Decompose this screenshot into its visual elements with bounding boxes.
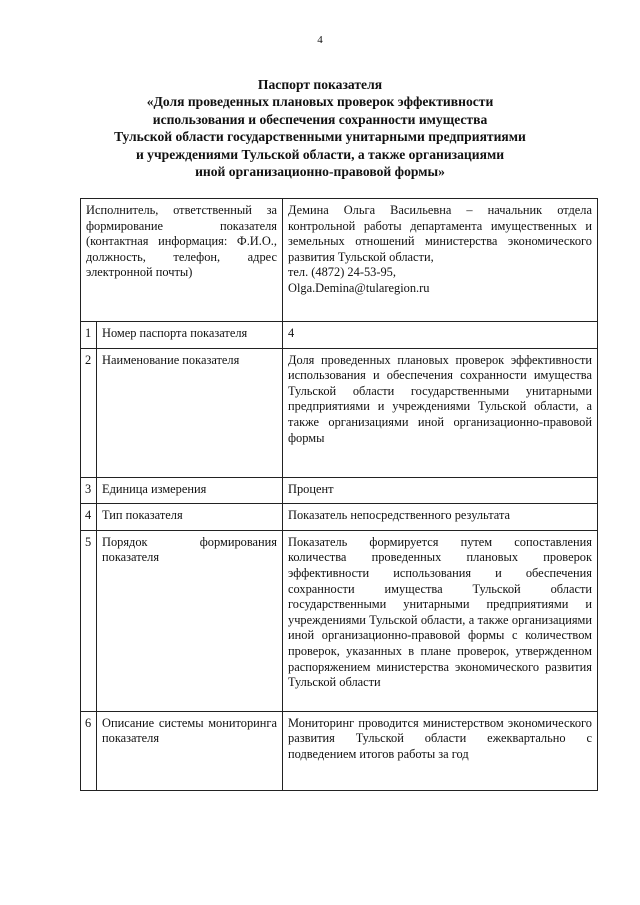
table-row	[81, 348, 598, 477]
table-row	[81, 477, 598, 504]
document-title	[60, 76, 580, 180]
title-line: использования и обеспечения сохранности имущества	[152, 111, 488, 127]
passport-table	[80, 198, 598, 791]
title-line: и учреждениями Тульской области, а также организациями	[135, 146, 505, 162]
table-row	[81, 504, 598, 531]
row-value: Мониторинг проводится министерством экономического развития Тульской области ежеквартально с подведением итогов работы за год	[283, 711, 598, 790]
row-number: 1	[81, 322, 97, 349]
executor-value	[283, 199, 598, 322]
row-label: Описание системы мониторинга показателя	[97, 711, 283, 790]
row-value: Доля проведенных плановых проверок эффективности использования и обеспечения сохранности имущества Тульской области государственными унитарными предприятиями и учреждениями Тульской области, а также организациями иной организационно-правовой формы	[283, 348, 598, 477]
title-line: «Доля проведенных плановых проверок эффективности	[146, 94, 494, 110]
table-row-executor	[81, 199, 598, 322]
title-line: Тульской области государственными унитарными предприятиями	[114, 129, 526, 145]
row-number: 3	[81, 477, 97, 504]
executor-email: Olga.Demina@tularegion.ru	[288, 280, 430, 295]
row-value: Показатель формируется путем сопоставления количества проведенных плановых проверок эффективности использования и обеспечения сохранности имущества Тульской области государственными унитарными предприятиями и учреждениями Тульской области, а также организациями иной организационно-правовой формы с количеством проверок, указанных в плане проверок, утвержденном распоряжением министерства экономического развития Тульской области	[283, 530, 598, 711]
table-row	[81, 711, 598, 790]
row-value: 4	[283, 322, 598, 349]
table-row	[81, 530, 598, 711]
title-line: иной организационно-правовой формы»	[195, 164, 445, 180]
row-number: 5	[81, 530, 97, 711]
row-number: 4	[81, 504, 97, 531]
row-value: Показатель непосредственного результата	[283, 504, 598, 531]
executor-phone: тел. (4872) 24-53-95,	[288, 265, 396, 280]
row-label: Единица измерения	[97, 477, 283, 504]
table-row	[81, 322, 598, 349]
page-number: 4	[317, 34, 323, 46]
row-value: Процент	[283, 477, 598, 504]
row-number: 2	[81, 348, 97, 477]
row-label: Номер паспорта показателя	[97, 322, 283, 349]
row-label: Наименование показателя	[97, 348, 283, 477]
row-label: Тип показателя	[97, 504, 283, 531]
row-label: Порядок формирования показателя	[97, 530, 283, 711]
executor-label: Исполнитель, ответственный за формирование показателя (контактная информация: Ф.И.О., должность, телефон, адрес электронной почты)	[81, 199, 283, 322]
executor-value-main: Демина Ольга Васильевна – начальник отдела контрольной работы департамента имущественных и земельных отношений министерства экономического развития Тульской области,	[288, 203, 592, 264]
row-number: 6	[81, 711, 97, 790]
title-line: Паспорт показателя	[257, 77, 383, 92]
